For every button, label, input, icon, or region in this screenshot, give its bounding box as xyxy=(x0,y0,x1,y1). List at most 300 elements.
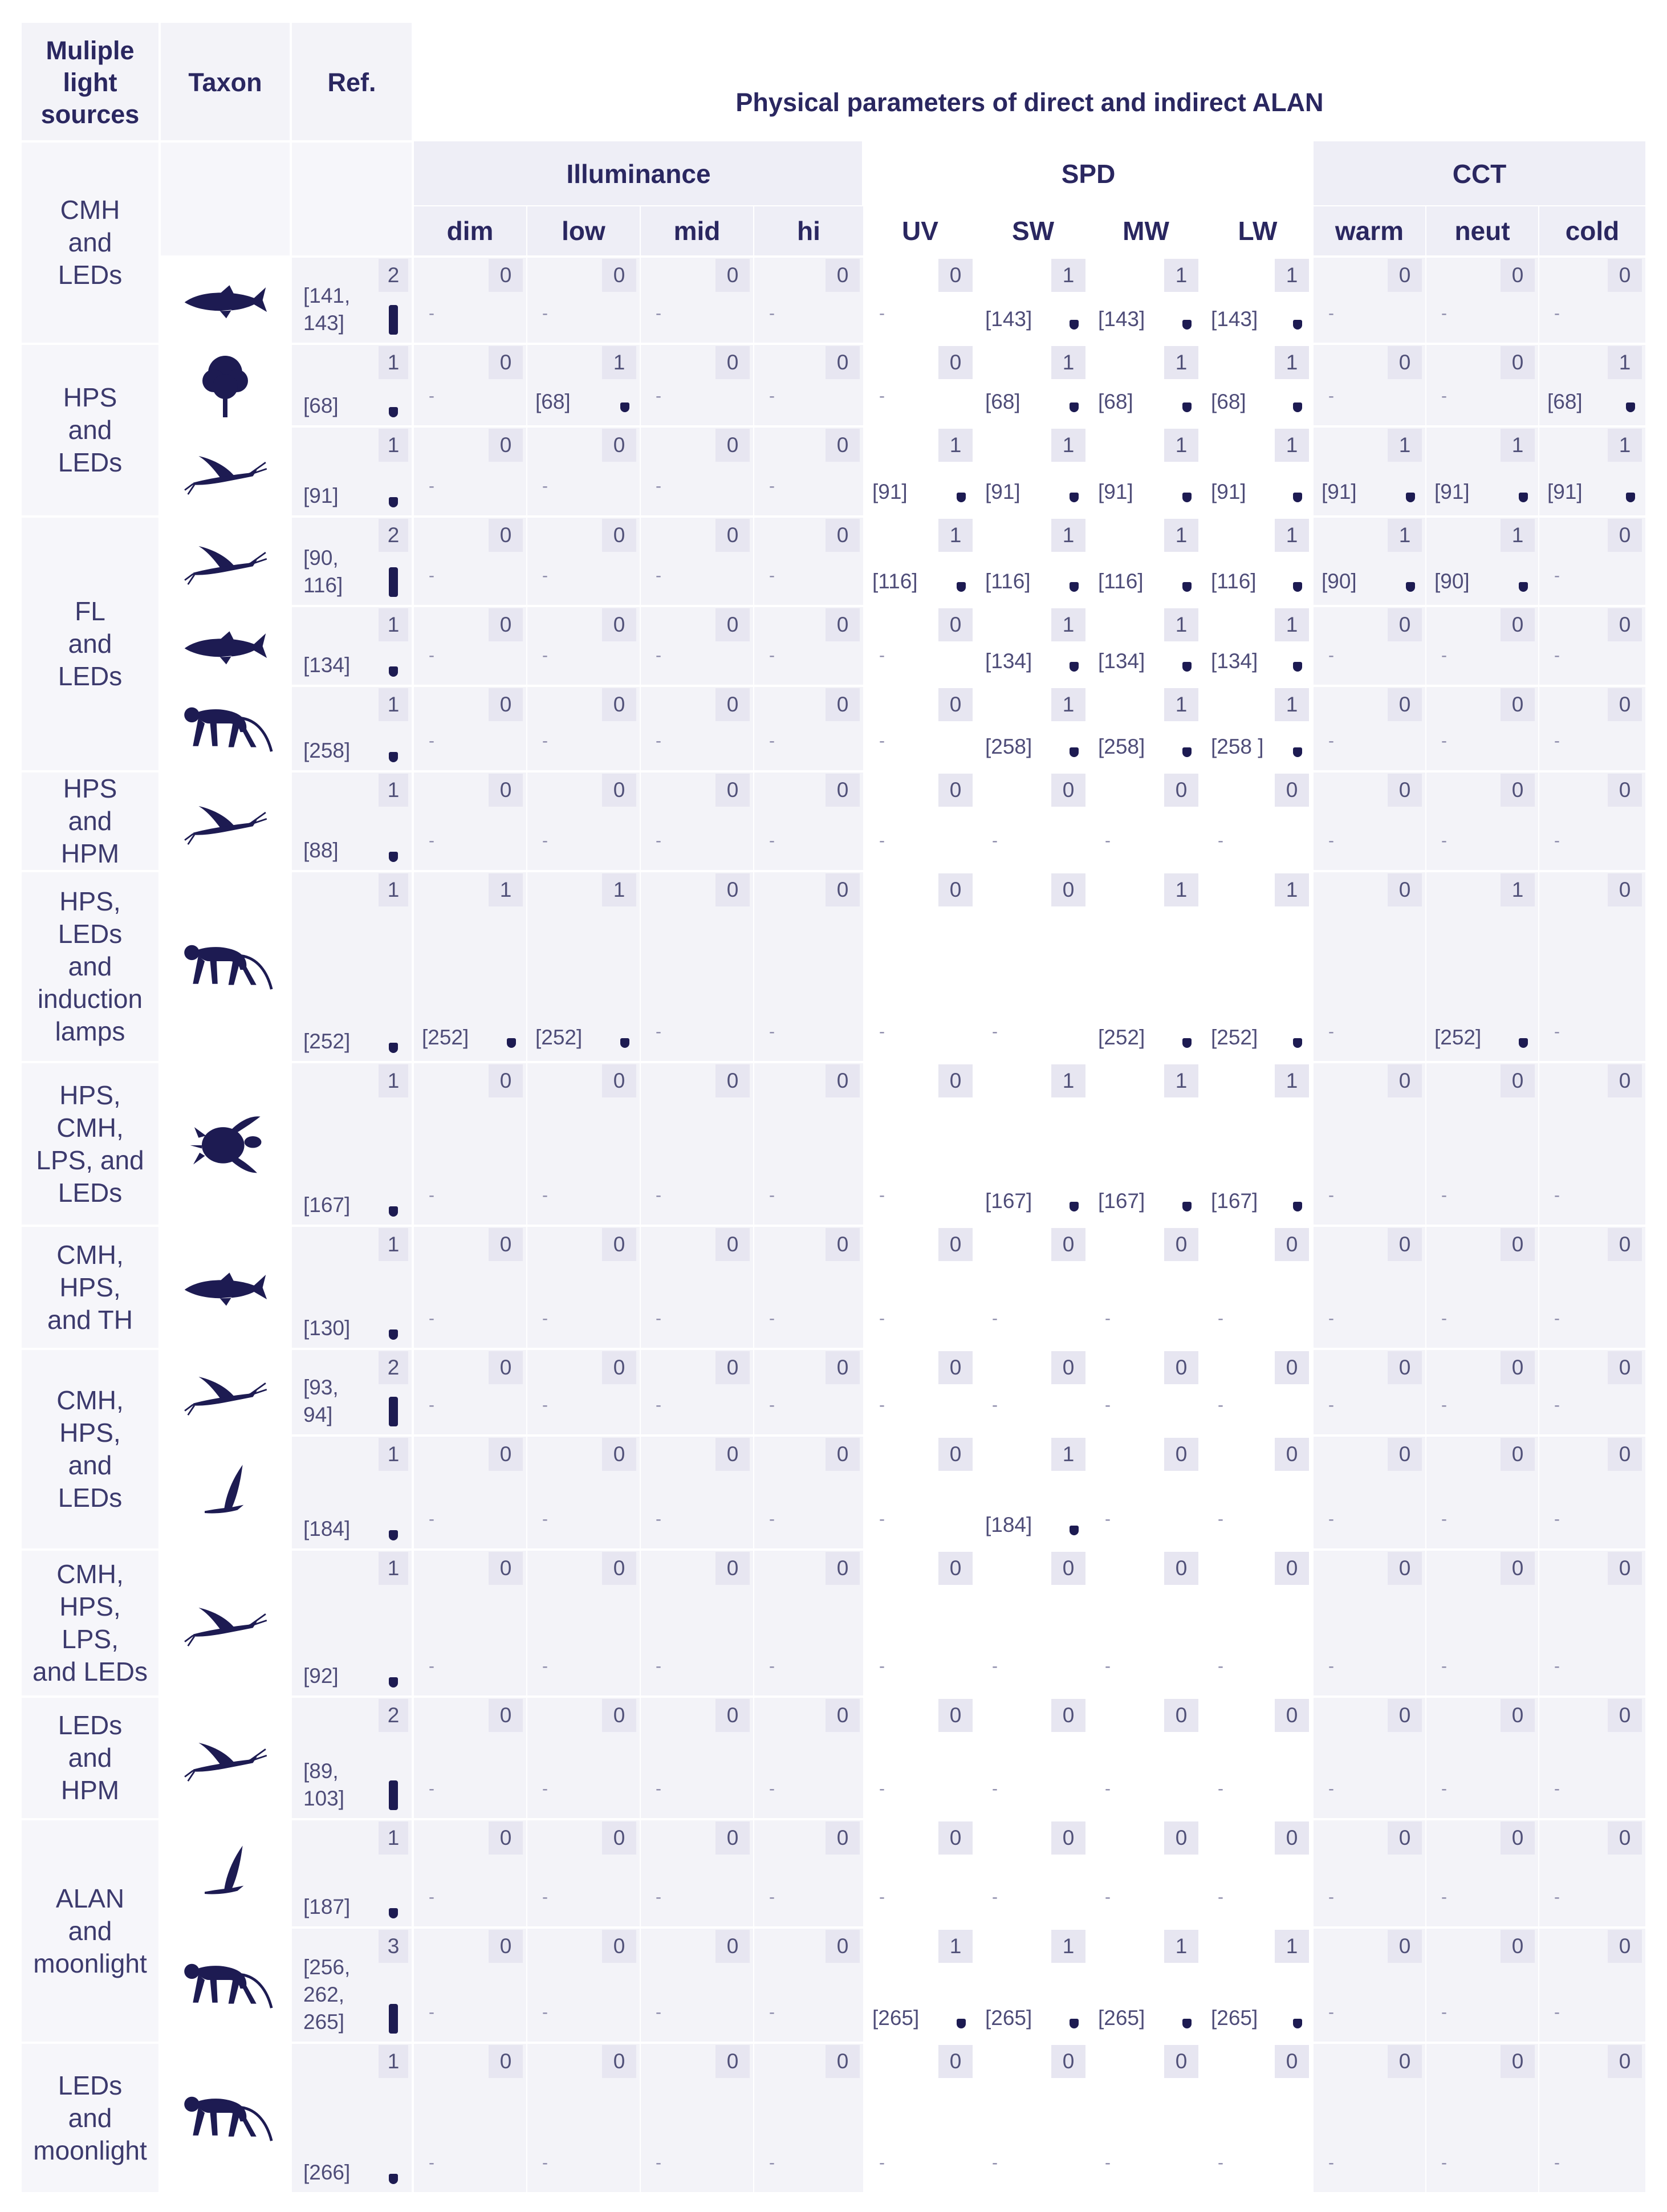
cell-dash: - xyxy=(1328,1657,1334,1676)
source-group-label: HPS and HPM xyxy=(60,774,120,868)
cell-dash: - xyxy=(1218,1657,1223,1676)
cell-dash: - xyxy=(1441,1309,1447,1328)
cell-value: 1 xyxy=(1051,519,1085,552)
cell-reference: [68] xyxy=(1547,390,1583,413)
reference-count: 3 xyxy=(379,1930,408,1963)
cell-value: 0 xyxy=(826,1699,860,1732)
reference-count: 1 xyxy=(379,873,408,906)
cell-reference: [116] xyxy=(1098,570,1144,593)
cell-value: 0 xyxy=(1501,346,1535,379)
cell-value: 0 xyxy=(826,429,860,462)
cell-reference: [252] xyxy=(1434,1026,1482,1049)
cell-value: 0 xyxy=(602,259,636,292)
cell-value: 1 xyxy=(1608,429,1642,462)
cell-reference: [90] xyxy=(1434,570,1470,593)
cell-value: 0 xyxy=(1051,1699,1085,1732)
cell-value: 1 xyxy=(1164,608,1198,641)
cell-dash: - xyxy=(656,1309,661,1328)
cell-value: 0 xyxy=(489,2045,523,2078)
cell-dash: - xyxy=(656,831,661,850)
cell-marker xyxy=(1182,747,1192,757)
cell-value: 0 xyxy=(1388,608,1422,641)
cell-value: 1 xyxy=(1051,1930,1085,1963)
cell-dash: - xyxy=(1105,1396,1111,1414)
cell-value: 1 xyxy=(938,519,973,552)
cell-reference: [265] xyxy=(1211,2006,1258,2030)
cell-marker xyxy=(1070,582,1079,592)
cell-value: 0 xyxy=(715,1228,750,1261)
cell-value: 0 xyxy=(715,1821,750,1855)
cell-value: 0 xyxy=(1388,259,1422,292)
cell-marker xyxy=(1070,2019,1079,2028)
cell-value: 1 xyxy=(1164,1930,1198,1963)
cell-dash: - xyxy=(1328,2003,1334,2022)
cell-value: 1 xyxy=(1164,688,1198,721)
cell-value: 0 xyxy=(938,346,973,379)
cell-dash: - xyxy=(992,1396,998,1414)
cell-marker xyxy=(1406,582,1415,592)
column-header-lw: LW xyxy=(1238,216,1278,246)
cell-reference: [91] xyxy=(1547,480,1583,503)
cell-dash: - xyxy=(992,1779,998,1798)
source-group-label: FL and LEDs xyxy=(58,596,123,691)
cell-dash: - xyxy=(429,304,434,323)
cell-value: 0 xyxy=(1608,688,1642,721)
cell-marker xyxy=(620,1038,629,1048)
cell-value: 0 xyxy=(1608,2045,1642,2078)
cell-dash: - xyxy=(879,1396,885,1414)
cell-value: 0 xyxy=(1051,2045,1085,2078)
cell-value: 0 xyxy=(1388,1699,1422,1732)
cell-value: 0 xyxy=(938,774,973,807)
cell-value: 0 xyxy=(1164,1699,1198,1732)
reference-count: 1 xyxy=(379,1064,408,1097)
cell-value: 1 xyxy=(1164,429,1198,462)
cell-value: 0 xyxy=(489,608,523,641)
cell-dash: - xyxy=(879,1657,885,1676)
reference-count-bar xyxy=(389,1043,398,1053)
cell-value: 0 xyxy=(1388,346,1422,379)
cell-value: 0 xyxy=(489,429,523,462)
cell-value: 0 xyxy=(938,1351,973,1384)
cell-value: 0 xyxy=(1051,1228,1085,1261)
cell-marker xyxy=(1519,493,1528,502)
cell-dash: - xyxy=(769,2003,775,2022)
cell-reference: [258] xyxy=(1098,735,1145,758)
cell-marker xyxy=(1293,747,1302,757)
cell-dash: - xyxy=(1554,1186,1560,1205)
column-header-dim: dim xyxy=(446,216,494,246)
cell-value: 0 xyxy=(602,688,636,721)
reference-count-bar xyxy=(389,1780,398,1810)
cell-marker xyxy=(1070,1202,1079,1211)
cell-value: 1 xyxy=(1051,1064,1085,1097)
cell-dash: - xyxy=(656,1510,661,1528)
header-taxon: Taxon xyxy=(188,68,262,97)
cell-value: 0 xyxy=(1164,1228,1198,1261)
cell-value: 1 xyxy=(938,1930,973,1963)
cell-value: 0 xyxy=(1388,1064,1422,1097)
column-header-uv: UV xyxy=(902,216,938,246)
cell-dash: - xyxy=(1328,1779,1334,1798)
reference-count: 2 xyxy=(379,519,408,552)
cell-dash: - xyxy=(656,566,661,585)
cell-value: 0 xyxy=(938,1228,973,1261)
cell-reference: [252] xyxy=(1098,1026,1145,1049)
cell-marker xyxy=(957,582,966,592)
cell-dash: - xyxy=(1328,646,1334,665)
cell-dash: - xyxy=(1554,1309,1560,1328)
cell-reference: [91] xyxy=(1434,480,1470,503)
cell-value: 0 xyxy=(489,346,523,379)
column-header-mid: mid xyxy=(673,216,721,246)
cell-dash: - xyxy=(1441,2153,1447,2172)
cell-value: 0 xyxy=(1608,1064,1642,1097)
source-group-label: CMH and LEDs xyxy=(58,195,123,290)
cell-dash: - xyxy=(542,1186,548,1205)
reference-count-bar xyxy=(389,1329,398,1340)
cell-dash: - xyxy=(1441,831,1447,850)
cell-dash: - xyxy=(1328,731,1334,750)
mayfly-icon xyxy=(161,518,290,605)
cell-value: 0 xyxy=(1608,608,1642,641)
mayfly-icon xyxy=(161,1698,290,1818)
cell-dash: - xyxy=(879,2153,885,2172)
cell-value: 0 xyxy=(826,1228,860,1261)
cell-value: 0 xyxy=(1275,1228,1309,1261)
cell-dash: - xyxy=(1328,387,1334,405)
cell-value: 0 xyxy=(1275,1552,1309,1585)
cell-dash: - xyxy=(656,1186,661,1205)
cell-value: 0 xyxy=(1608,873,1642,906)
cell-dash: - xyxy=(1105,1779,1111,1798)
cell-value: 0 xyxy=(938,608,973,641)
cell-value: 0 xyxy=(1501,1438,1535,1471)
reference-text: [90, 116] xyxy=(303,546,343,597)
reference-count: 1 xyxy=(379,429,408,462)
cell-value: 0 xyxy=(715,1930,750,1963)
reference-count-bar xyxy=(389,1206,398,1217)
header-ref: Ref. xyxy=(327,68,376,97)
cell-value: 0 xyxy=(1275,774,1309,807)
cell-value: 0 xyxy=(602,1064,636,1097)
cell-dash: - xyxy=(1554,646,1560,665)
cell-reference: [116] xyxy=(1211,570,1257,593)
cell-reference: [68] xyxy=(985,390,1020,413)
source-group-label: LEDs and moonlight xyxy=(33,2070,147,2165)
cell-dash: - xyxy=(1105,831,1111,850)
cell-value: 1 xyxy=(1501,519,1535,552)
reference-count-bar xyxy=(389,852,398,862)
cell-dash: - xyxy=(992,831,998,850)
cell-marker xyxy=(1519,1038,1528,1048)
table-title: Physical parameters of direct and indirect ALAN xyxy=(735,88,1324,117)
reference-count: 1 xyxy=(379,774,408,807)
cell-dash: - xyxy=(769,304,775,323)
cell-value: 0 xyxy=(1501,1699,1535,1732)
cell-value: 0 xyxy=(1608,519,1642,552)
cell-dash: - xyxy=(1218,831,1223,850)
cell-dash: - xyxy=(1328,1510,1334,1528)
cell-dash: - xyxy=(769,646,775,665)
cell-dash: - xyxy=(879,387,885,405)
cell-dash: - xyxy=(1554,1396,1560,1414)
cell-dash: - xyxy=(429,1657,434,1676)
reference-count-bar xyxy=(389,1677,398,1688)
cell-value: 0 xyxy=(826,2045,860,2078)
cell-value: 0 xyxy=(715,2045,750,2078)
cell-value: 1 xyxy=(938,429,973,462)
cell-dash: - xyxy=(656,731,661,750)
cell-dash: - xyxy=(769,731,775,750)
mayfly-icon xyxy=(161,772,290,870)
cell-reference: [167] xyxy=(1211,1189,1258,1213)
reference-text: [256, 262, 265] xyxy=(303,1955,351,2034)
cell-dash: - xyxy=(769,1510,775,1528)
cell-dash: - xyxy=(656,646,661,665)
cell-marker xyxy=(1293,662,1302,672)
cell-dash: - xyxy=(992,1657,998,1676)
cell-dash: - xyxy=(992,1888,998,1906)
cell-dash: - xyxy=(656,2153,661,2172)
cell-value: 0 xyxy=(715,346,750,379)
cell-marker xyxy=(1182,2019,1192,2028)
cell-value: 0 xyxy=(1388,1351,1422,1384)
cell-value: 0 xyxy=(826,1930,860,1963)
cell-value: 0 xyxy=(1388,1552,1422,1585)
cell-dash: - xyxy=(769,2153,775,2172)
reference-count-bar xyxy=(389,497,398,507)
cell-reference: [116] xyxy=(985,570,1031,593)
cell-dash: - xyxy=(769,1779,775,1798)
cell-value: 0 xyxy=(715,1699,750,1732)
reference-count: 1 xyxy=(379,346,408,379)
cell-dash: - xyxy=(769,1022,775,1041)
source-group-label: CMH, HPS, LPS, and LEDs xyxy=(32,1559,148,1686)
cell-reference: [68] xyxy=(535,390,571,413)
cell-value: 1 xyxy=(602,873,636,906)
cell-value: 0 xyxy=(1275,1821,1309,1855)
cell-dash: - xyxy=(542,831,548,850)
cell-value: 0 xyxy=(489,1821,523,1855)
reference-count: 1 xyxy=(379,608,408,641)
cell-reference: [68] xyxy=(1211,390,1246,413)
reference-text: [68] xyxy=(303,394,339,417)
cell-dash: - xyxy=(1554,1022,1560,1041)
cell-value: 0 xyxy=(715,1438,750,1471)
cell-value: 0 xyxy=(1608,1351,1642,1384)
cell-reference: [184] xyxy=(985,1513,1032,1536)
cell-reference: [265] xyxy=(872,2006,920,2030)
cell-marker xyxy=(1293,320,1302,330)
primate-icon xyxy=(161,1929,290,2042)
reference-text: [167] xyxy=(303,1193,351,1217)
cell-value: 1 xyxy=(1275,688,1309,721)
cell-dash: - xyxy=(1328,2153,1334,2172)
cell-value: 0 xyxy=(1501,688,1535,721)
cell-reference: [91] xyxy=(1098,480,1133,503)
group-header-spd: SPD xyxy=(1061,159,1116,189)
cell-marker xyxy=(1070,402,1079,412)
cell-value: 0 xyxy=(938,1552,973,1585)
reference-text: [93, 94] xyxy=(303,1376,339,1426)
cell-dash: - xyxy=(542,2003,548,2022)
column-header-neut: neut xyxy=(1454,216,1510,246)
reference-count: 1 xyxy=(379,2045,408,2078)
cell-dash: - xyxy=(769,566,775,585)
cell-reference: [143] xyxy=(985,307,1032,331)
source-group-label: HPS and LEDs xyxy=(58,383,123,477)
cell-dash: - xyxy=(1105,1309,1111,1328)
cell-value: 0 xyxy=(1388,873,1422,906)
cell-marker xyxy=(1626,402,1635,412)
reference-text: [92] xyxy=(303,1664,339,1688)
cell-dash: - xyxy=(879,831,885,850)
cell-dash: - xyxy=(542,1779,548,1798)
cell-dash: - xyxy=(879,1309,885,1328)
cell-dash: - xyxy=(1328,1186,1334,1205)
cell-reference: [167] xyxy=(985,1189,1032,1213)
cell-value: 0 xyxy=(1501,1930,1535,1963)
cell-dash: - xyxy=(769,831,775,850)
reference-count-bar xyxy=(389,666,398,677)
cell-dash: - xyxy=(1218,2153,1223,2172)
cell-dash: - xyxy=(429,1186,434,1205)
cell-value: 0 xyxy=(1164,774,1198,807)
cell-reference: [134] xyxy=(1211,649,1258,673)
cell-marker xyxy=(1293,2019,1302,2028)
cell-dash: - xyxy=(1441,304,1447,323)
column-header-sw: SW xyxy=(1011,216,1055,246)
cell-dash: - xyxy=(1441,2003,1447,2022)
cell-value: 0 xyxy=(1388,2045,1422,2078)
cell-value: 0 xyxy=(1501,1552,1535,1585)
cell-dash: - xyxy=(429,1396,434,1414)
cell-marker xyxy=(1519,582,1528,592)
cell-value: 1 xyxy=(1275,259,1309,292)
cell-value: 0 xyxy=(715,259,750,292)
reference-count: 1 xyxy=(379,1821,408,1855)
cell-dash: - xyxy=(879,1779,885,1798)
cell-value: 0 xyxy=(826,1351,860,1384)
cell-value: 0 xyxy=(1608,1821,1642,1855)
cell-value: 0 xyxy=(715,1351,750,1384)
source-group-label: HPS, CMH, LPS, and LEDs xyxy=(36,1080,144,1207)
cell-dash: - xyxy=(1328,1888,1334,1906)
reference-count-bar xyxy=(389,2174,398,2184)
ref-header-gap xyxy=(292,143,412,255)
cell-dash: - xyxy=(429,2153,434,2172)
cell-marker xyxy=(620,402,629,412)
cell-dash: - xyxy=(429,1779,434,1798)
cell-dash: - xyxy=(1441,731,1447,750)
reference-count-bar xyxy=(389,752,398,762)
cell-dash: - xyxy=(429,646,434,665)
cell-value: 1 xyxy=(1051,688,1085,721)
cell-reference: [252] xyxy=(1211,1026,1258,1049)
cell-reference: [252] xyxy=(422,1026,469,1049)
cell-value: 0 xyxy=(602,2045,636,2078)
cell-value: 0 xyxy=(1275,1699,1309,1732)
cell-value: 1 xyxy=(1275,1064,1309,1097)
reference-count: 2 xyxy=(379,1699,408,1732)
cell-value: 0 xyxy=(826,1438,860,1471)
cell-value: 0 xyxy=(938,259,973,292)
cell-dash: - xyxy=(429,566,434,585)
cell-value: 0 xyxy=(826,873,860,906)
cell-dash: - xyxy=(656,1779,661,1798)
reference-count-bar xyxy=(389,2004,398,2034)
primate-icon xyxy=(161,2044,290,2192)
cell-value: 0 xyxy=(826,1064,860,1097)
column-header-cold: cold xyxy=(1565,216,1620,246)
cell-dash: - xyxy=(992,1309,998,1328)
cell-dash: - xyxy=(542,646,548,665)
cell-value: 1 xyxy=(602,346,636,379)
cell-dash: - xyxy=(769,1888,775,1906)
fish-icon xyxy=(161,258,290,343)
cell-value: 0 xyxy=(826,688,860,721)
cell-value: 0 xyxy=(715,608,750,641)
cell-value: 1 xyxy=(1275,873,1309,906)
cell-dash: - xyxy=(879,731,885,750)
cell-dash: - xyxy=(1441,646,1447,665)
cell-value: 1 xyxy=(1051,1438,1085,1471)
cell-dash: - xyxy=(1328,831,1334,850)
cell-value: 0 xyxy=(1164,1438,1198,1471)
cell-marker xyxy=(1070,1526,1079,1535)
cell-dash: - xyxy=(769,1657,775,1676)
reference-count: 2 xyxy=(379,259,408,292)
cell-marker xyxy=(1626,493,1635,502)
cell-value: 0 xyxy=(489,1438,523,1471)
reference-text: [141, 143] xyxy=(303,284,351,335)
cell-dash: - xyxy=(1328,304,1334,323)
source-group-label: CMH, HPS, and LEDs xyxy=(56,1385,124,1512)
cell-dash: - xyxy=(1218,1396,1223,1414)
cell-dash: - xyxy=(879,1022,885,1041)
cell-dash: - xyxy=(1554,1510,1560,1528)
cell-dash: - xyxy=(656,304,661,323)
cell-value: 0 xyxy=(489,1552,523,1585)
cell-value: 0 xyxy=(489,519,523,552)
cell-dash: - xyxy=(1441,1186,1447,1205)
cell-value: 0 xyxy=(1051,873,1085,906)
cell-reference: [134] xyxy=(985,649,1032,673)
cell-dash: - xyxy=(1554,566,1560,585)
cell-marker xyxy=(1182,402,1192,412)
cell-value: 0 xyxy=(938,1064,973,1097)
cell-marker xyxy=(1182,662,1192,672)
cell-dash: - xyxy=(542,1396,548,1414)
cell-dash: - xyxy=(429,1888,434,1906)
reference-count-bar xyxy=(389,567,398,597)
cell-value: 0 xyxy=(715,1552,750,1585)
reference-count: 1 xyxy=(379,1552,408,1585)
cell-dash: - xyxy=(429,2003,434,2022)
cell-value: 1 xyxy=(1608,346,1642,379)
cell-value: 0 xyxy=(1051,1552,1085,1585)
cell-dash: - xyxy=(1554,304,1560,323)
tree-icon xyxy=(161,345,290,425)
cell-dash: - xyxy=(879,304,885,323)
cell-value: 0 xyxy=(602,1228,636,1261)
cell-dash: - xyxy=(542,1309,548,1328)
fish-icon xyxy=(161,607,290,685)
cell-value: 0 xyxy=(602,1930,636,1963)
fish-icon xyxy=(161,1227,290,1348)
cell-value: 1 xyxy=(1501,429,1535,462)
